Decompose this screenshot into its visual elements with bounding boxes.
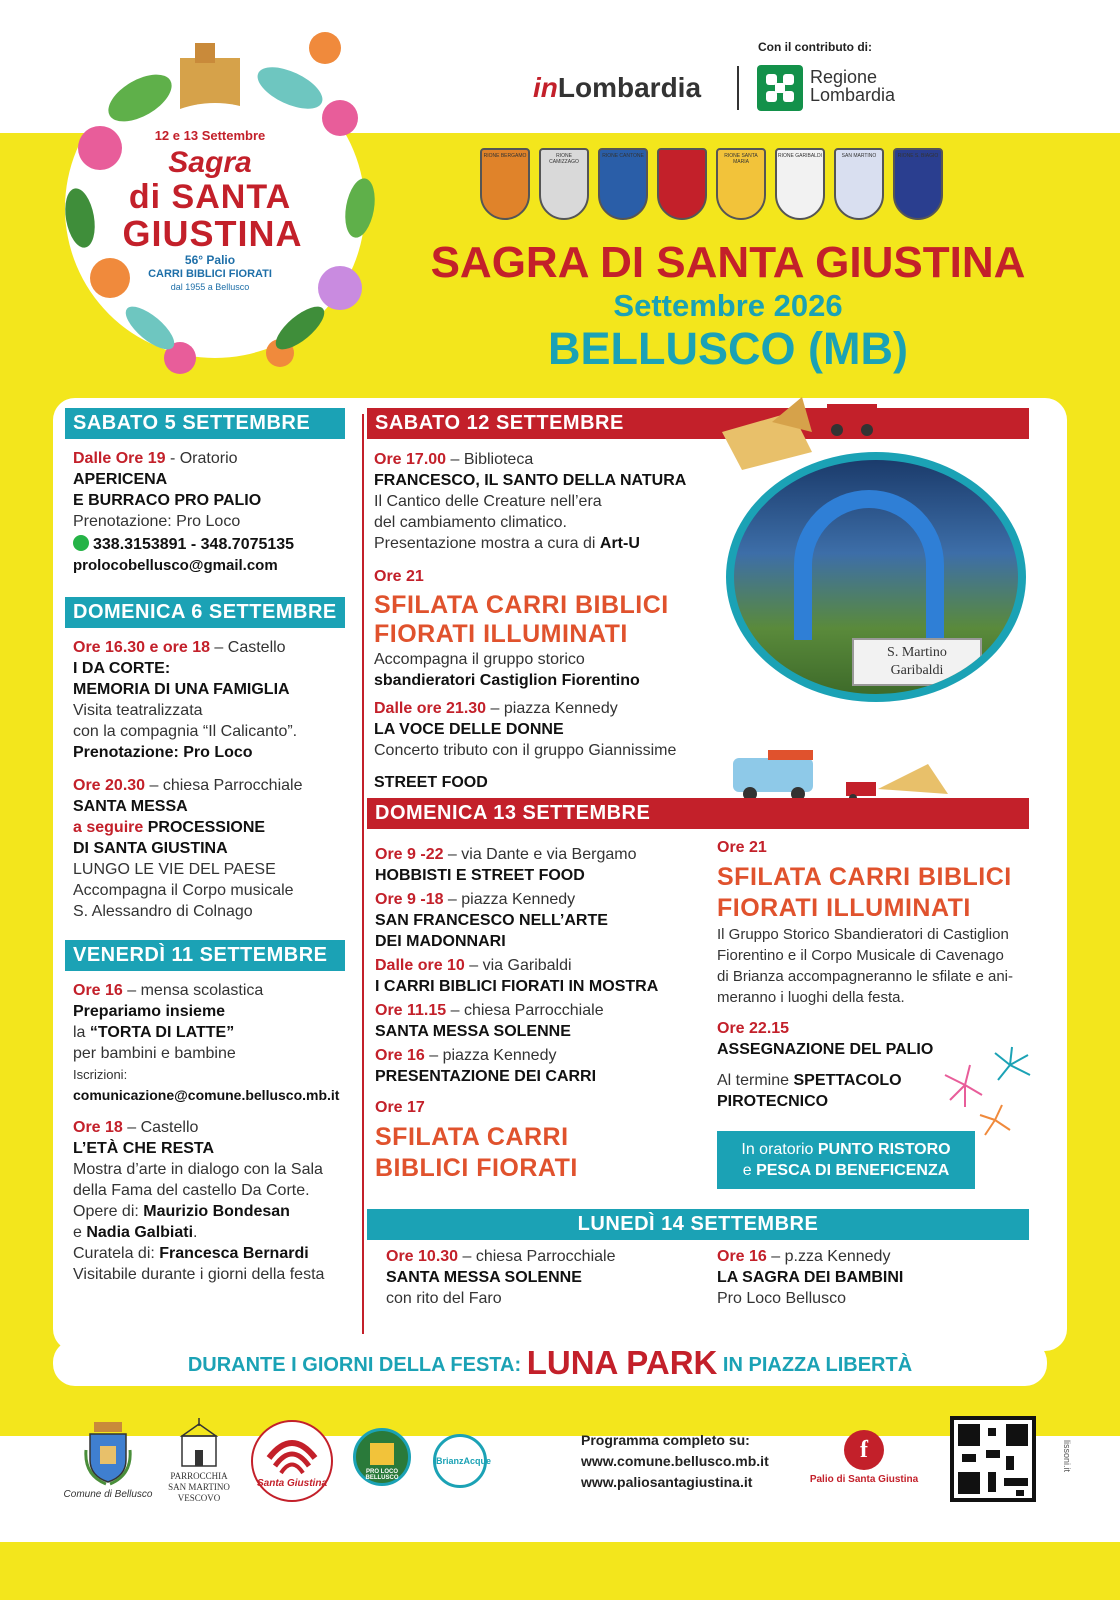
event-title: DEI MADONNARI <box>375 933 506 950</box>
event-time: Ore 18 <box>73 1119 123 1136</box>
box-bold: PUNTO RISTORO <box>817 1141 951 1158</box>
event-place: – piazza Kennedy <box>443 891 576 908</box>
facebook-icon: f <box>844 1430 884 1470</box>
header-sabato-5: SABATO 5 SETTEMBRE <box>65 408 345 439</box>
event-place: – via Garibaldi <box>464 957 572 974</box>
event-title: PRESENTAZIONE DEI CARRI <box>375 1068 597 1085</box>
event-desc: con la compagnia “Il Calicanto”. <box>73 723 298 740</box>
water-arch-shape <box>794 490 944 640</box>
box-text: In oratorio <box>741 1141 818 1158</box>
event-domenica-6-a <box>73 637 353 763</box>
event-venerdi-11-a <box>73 980 358 1106</box>
inlombardia-in: in <box>533 72 558 103</box>
event-time: Ore 16.30 e ore 18 <box>73 639 210 656</box>
phone-numbers[interactable]: 338.3153891 - 348.7075135 <box>93 536 295 553</box>
event-desc: Curatela di: <box>73 1245 160 1262</box>
event-place: – via Dante e via Bergamo <box>443 846 637 863</box>
event-title: I DA CORTE: <box>73 660 171 677</box>
rione-shield-label: RIONE CANTONE <box>602 153 644 159</box>
box-bold: PESCA DI BENEFICENZA <box>756 1162 950 1179</box>
rione-shield-label: RIONE S. BIAGIO <box>897 153 939 159</box>
event-time: Ore 21 <box>717 839 767 856</box>
parrocchia-line3: VESCOVO <box>177 1493 221 1503</box>
booking-label: Prenotazione: Pro Loco <box>73 513 241 530</box>
event-desc: Accompagna il Corpo musicale <box>73 882 294 899</box>
sign-line2: Garibaldi <box>890 663 944 678</box>
sign-line1: S. Martino <box>887 645 947 660</box>
event-place: – piazza Kennedy <box>424 1047 557 1064</box>
event-title: PROCESSIONE <box>143 819 266 836</box>
website-palio-link[interactable]: www.paliosantagiustina.it <box>581 1474 753 1490</box>
logo-sagra: Sagra <box>168 146 252 179</box>
rione-shield <box>716 148 766 220</box>
inlombardia-text: Lombardia <box>557 72 702 103</box>
event-desc: di Brianza accompagneranno le sfilate e ani- <box>717 968 1014 985</box>
event-desc: Pro Loco Bellusco <box>717 1290 846 1307</box>
event-title: FRANCESCO, IL SANTO DELLA NATURA <box>374 472 687 489</box>
event-desc: Fiorentino e il Corpo Musicale di Cavenago <box>717 947 1004 964</box>
event-desc: Il Gruppo Storico Sbandieratori di Castiglion <box>717 926 1009 943</box>
event-title: DI SANTA GIUSTINA <box>73 840 228 857</box>
event-sabato-5 <box>73 448 353 576</box>
event-desc: LUNGO LE VIE DEL PAESE <box>73 861 276 878</box>
facebook-link[interactable] <box>808 1430 920 1485</box>
parrocchia-logo <box>163 1418 235 1504</box>
event-desc: Al termine <box>717 1072 794 1089</box>
email-link[interactable]: comunicazione@comune.bellusco.mb.it <box>73 1087 340 1103</box>
event-desc: Presentazione mostra a cura di <box>374 535 600 552</box>
street-food-label: STREET FOOD <box>374 774 488 791</box>
event-big-title: SFILATA CARRI <box>375 1123 569 1151</box>
rione-shield <box>834 148 884 220</box>
event-time: Ore 20.30 <box>73 777 146 794</box>
pro-loco-logo <box>350 1428 414 1489</box>
event-title: “TORTA DI LATTE” <box>89 1024 235 1041</box>
carro-sign <box>852 638 982 686</box>
event-title: SANTA MESSA <box>73 798 188 815</box>
parrocchia-line2: SAN MARTINO <box>168 1482 230 1492</box>
event-venerdi-11-b <box>73 1117 358 1285</box>
event-title: ASSEGNAZIONE DEL PALIO <box>717 1041 934 1058</box>
logo-dal: dal 1955 a Bellusco <box>170 282 250 292</box>
event-place: – Biblioteca <box>446 451 534 468</box>
event-big-title: FIORATI ILLUMINATI <box>717 894 971 922</box>
regione-lombardia-text <box>810 68 895 104</box>
event-big-title: SFILATA CARRI BIBLICI <box>717 863 1012 891</box>
church-icon <box>174 1418 224 1468</box>
designer-credit: lissoni.it <box>1062 1440 1072 1473</box>
rione-shield-label: RIONE GARIBALDI <box>778 153 822 159</box>
event-title: APERICENA <box>73 471 168 488</box>
event-title: SAN FRANCESCO NELL’ARTE <box>375 912 608 929</box>
event-title: SPETTACOLO <box>793 1072 902 1089</box>
rione-shield-label: SAN MARTINO <box>841 153 877 159</box>
logo-giustina: GIUSTINA <box>122 213 303 254</box>
city-title: BELLUSCO (MB) <box>548 323 908 374</box>
event-desc: Il Cantico delle Creature nell’era <box>374 493 602 510</box>
rione-shield <box>480 148 530 220</box>
pro-loco-label: PRO LOCO BELLUSCO <box>365 1469 399 1481</box>
event-time: Ore 22.15 <box>717 1020 790 1037</box>
event-time: Dalle ore 10 <box>375 957 465 974</box>
event-desc: e <box>73 1224 87 1241</box>
rione-shield <box>598 148 648 220</box>
event-sabato-12-b <box>374 566 724 691</box>
event-desc: Prenotazione: Pro Loco <box>73 744 253 761</box>
luna-post: IN PIAZZA LIBERTÀ <box>717 1354 913 1376</box>
punctuation: . <box>193 1224 198 1241</box>
event-title: LA SAGRA DEI BAMBINI <box>717 1269 904 1286</box>
event-place: - Oratorio <box>165 450 238 467</box>
event-desc: Opere di: <box>73 1203 144 1220</box>
regione-line1: Regione <box>810 67 878 87</box>
event-sabato-12-a <box>374 449 724 554</box>
event-domenica-13-left <box>375 844 705 1184</box>
event-title: HOBBISTI E STREET FOOD <box>375 867 585 884</box>
email-link[interactable]: prolocobellusco@gmail.com <box>73 557 278 574</box>
event-place: – chiesa Parrocchiale <box>446 1002 604 1019</box>
event-place: – chiesa Parrocchiale <box>458 1248 616 1265</box>
event-desc: S. Alessandro di Colnago <box>73 903 253 920</box>
event-title: E BURRACO PRO PALIO <box>73 492 262 509</box>
event-desc: Mostra d’arte in dialogo con la Sala <box>73 1161 323 1178</box>
event-desc: Accompagna il gruppo storico <box>374 651 585 668</box>
event-title: LA VOCE DELLE DONNE <box>374 721 564 738</box>
event-time: Ore 11.15 <box>375 1002 447 1019</box>
event-desc: sbandieratori Castiglion Fiorentino <box>374 672 640 689</box>
luna-park-banner <box>53 1340 1047 1386</box>
contribution-label: Con il contributo di: <box>758 40 872 54</box>
event-desc: Visitabile durante i giorni della festa <box>73 1266 325 1283</box>
column-divider <box>362 414 364 1334</box>
logo-palio: 56° Palio <box>184 253 236 267</box>
fireworks-icon <box>940 1045 1035 1140</box>
comitato-label: Santa Giustina <box>256 1478 327 1489</box>
curator-name: Francesca Bernardi <box>159 1245 309 1262</box>
pro-loco-icon <box>353 1428 411 1486</box>
brianzacque-logo <box>428 1434 492 1491</box>
event-place: – Castello <box>122 1119 199 1136</box>
event-time: Ore 17 <box>375 1099 425 1116</box>
punto-ristoro-box <box>717 1131 975 1189</box>
event-desc: della Fama del castello Da Corte. <box>73 1182 310 1199</box>
event-time: Dalle Ore 19 <box>73 450 166 467</box>
event-desc: Visita teatralizzata <box>73 702 203 719</box>
event-domenica-6-b <box>73 775 353 922</box>
event-place: – chiesa Parrocchiale <box>145 777 303 794</box>
month-title: Settembre 2026 <box>613 288 843 323</box>
event-desc: meranno i luoghi della festa. <box>717 989 905 1006</box>
rione-shield <box>775 148 825 220</box>
inlombardia-logo <box>533 72 701 104</box>
event-time: Ore 9 -18 <box>375 891 444 908</box>
food-truck-icon <box>728 744 968 804</box>
event-place: – mensa scolastica <box>122 982 264 999</box>
rioni-shields <box>480 148 960 224</box>
program-info <box>581 1430 769 1493</box>
event-time: Ore 17.00 <box>374 451 447 468</box>
logo-date: 12 e 13 Settembre <box>154 128 266 143</box>
whatsapp-icon <box>73 535 89 551</box>
event-lunedi-14-a <box>386 1246 706 1309</box>
event-desc: la <box>73 1024 90 1041</box>
comune-logo <box>58 1420 158 1500</box>
event-time: Ore 21 <box>374 568 424 585</box>
header-venerdi-11: VENERDÌ 11 SETTEMBRE <box>65 940 345 971</box>
event-time: Ore 16 <box>375 1047 425 1064</box>
rione-shield-label: RIONE CAMIZZAGO <box>549 153 579 165</box>
comitato-palio-icon <box>249 1418 335 1504</box>
logo-santa: di SANTA <box>128 178 292 216</box>
program-label: Programma completo su: <box>581 1432 750 1448</box>
event-place: – piazza Kennedy <box>486 700 618 717</box>
brianzacque-label: BrianzAcque <box>436 1456 492 1466</box>
carro-photo <box>726 452 1026 702</box>
event-big-title: SFILATA CARRI BIBLICI <box>374 591 669 619</box>
regione-lombardia-icon <box>757 65 803 111</box>
event-big-title: BIBLICI FIORATI <box>375 1154 578 1182</box>
a-seguire: a seguire <box>73 819 144 836</box>
comune-crest-icon <box>84 1420 132 1486</box>
sagra-logo <box>40 28 395 383</box>
header-lunedi-14: LUNEDÌ 14 SETTEMBRE <box>367 1209 1029 1240</box>
event-time: Ore 10.30 <box>386 1248 459 1265</box>
event-place: – p.zza Kennedy <box>766 1248 891 1265</box>
event-title: Prepariamo insieme <box>73 1003 226 1020</box>
event-title: I CARRI BIBLICI FIORATI IN MOSTRA <box>375 978 659 995</box>
luna-big: LUNA PARK <box>526 1344 718 1381</box>
luna-pre: DURANTE I GIORNI DELLA FESTA: <box>187 1354 527 1376</box>
rione-shield <box>893 148 943 220</box>
event-time: Ore 16 <box>717 1248 767 1265</box>
rione-shield-label: RIONE SANTA MARIA <box>724 153 758 165</box>
iscrizioni-label: Iscrizioni: <box>73 1067 128 1082</box>
rione-shield <box>657 148 707 220</box>
facebook-label: Palio di Santa Giustina <box>809 1474 919 1485</box>
comitato-palio-logo <box>248 1418 336 1507</box>
event-place: – Castello <box>209 639 286 656</box>
event-title: MEMORIA DI UNA FAMIGLIA <box>73 681 290 698</box>
header-sabato-12: SABATO 12 SETTEMBRE <box>367 408 1029 439</box>
header-domenica-6: DOMENICA 6 SETTEMBRE <box>65 597 345 628</box>
box-text: e <box>742 1162 757 1179</box>
logo-carri: CARRI BIBLICI FIORATI <box>148 268 272 280</box>
event-lunedi-14-b <box>717 1246 1017 1309</box>
event-desc: con rito del Faro <box>386 1290 502 1307</box>
artist-name: Maurizio Bondesan <box>143 1203 290 1220</box>
rione-shield <box>539 148 589 220</box>
main-title: SAGRA DI SANTA GIUSTINA <box>430 238 1026 287</box>
event-title: SANTA MESSA SOLENNE <box>386 1269 582 1286</box>
event-time: Ore 16 <box>73 982 123 999</box>
rione-shield-label: RIONE BERGAMO <box>483 153 527 159</box>
event-title: PIROTECNICO <box>717 1093 829 1110</box>
regione-line2: Lombardia <box>810 85 896 105</box>
comune-label: Comune di Bellusco <box>63 1489 153 1500</box>
event-desc: Concerto tributo con il gruppo Giannissime <box>374 742 677 759</box>
event-desc: del cambiamento climatico. <box>374 514 567 531</box>
art-u: Art-U <box>599 535 640 552</box>
header-domenica-13: DOMENICA 13 SETTEMBRE <box>367 798 1029 829</box>
event-big-title: FIORATI ILLUMINATI <box>374 620 628 648</box>
event-sabato-12-c <box>374 698 734 793</box>
brianzacque-icon <box>433 1434 492 1488</box>
event-title: L’ETÀ CHE RESTA <box>73 1140 215 1157</box>
website-comune-link[interactable]: www.comune.bellusco.mb.it <box>581 1453 769 1469</box>
event-time: Ore 9 -22 <box>375 846 444 863</box>
parrocchia-line1: PARROCCHIA <box>170 1471 228 1481</box>
event-title: SANTA MESSA SOLENNE <box>375 1023 571 1040</box>
sponsor-divider <box>737 66 739 110</box>
event-time: Dalle ore 21.30 <box>374 700 487 717</box>
artist-name: Nadia Galbiati <box>86 1224 194 1241</box>
event-desc: per bambini e bambine <box>73 1045 236 1062</box>
qr-code-icon[interactable] <box>950 1416 1036 1502</box>
